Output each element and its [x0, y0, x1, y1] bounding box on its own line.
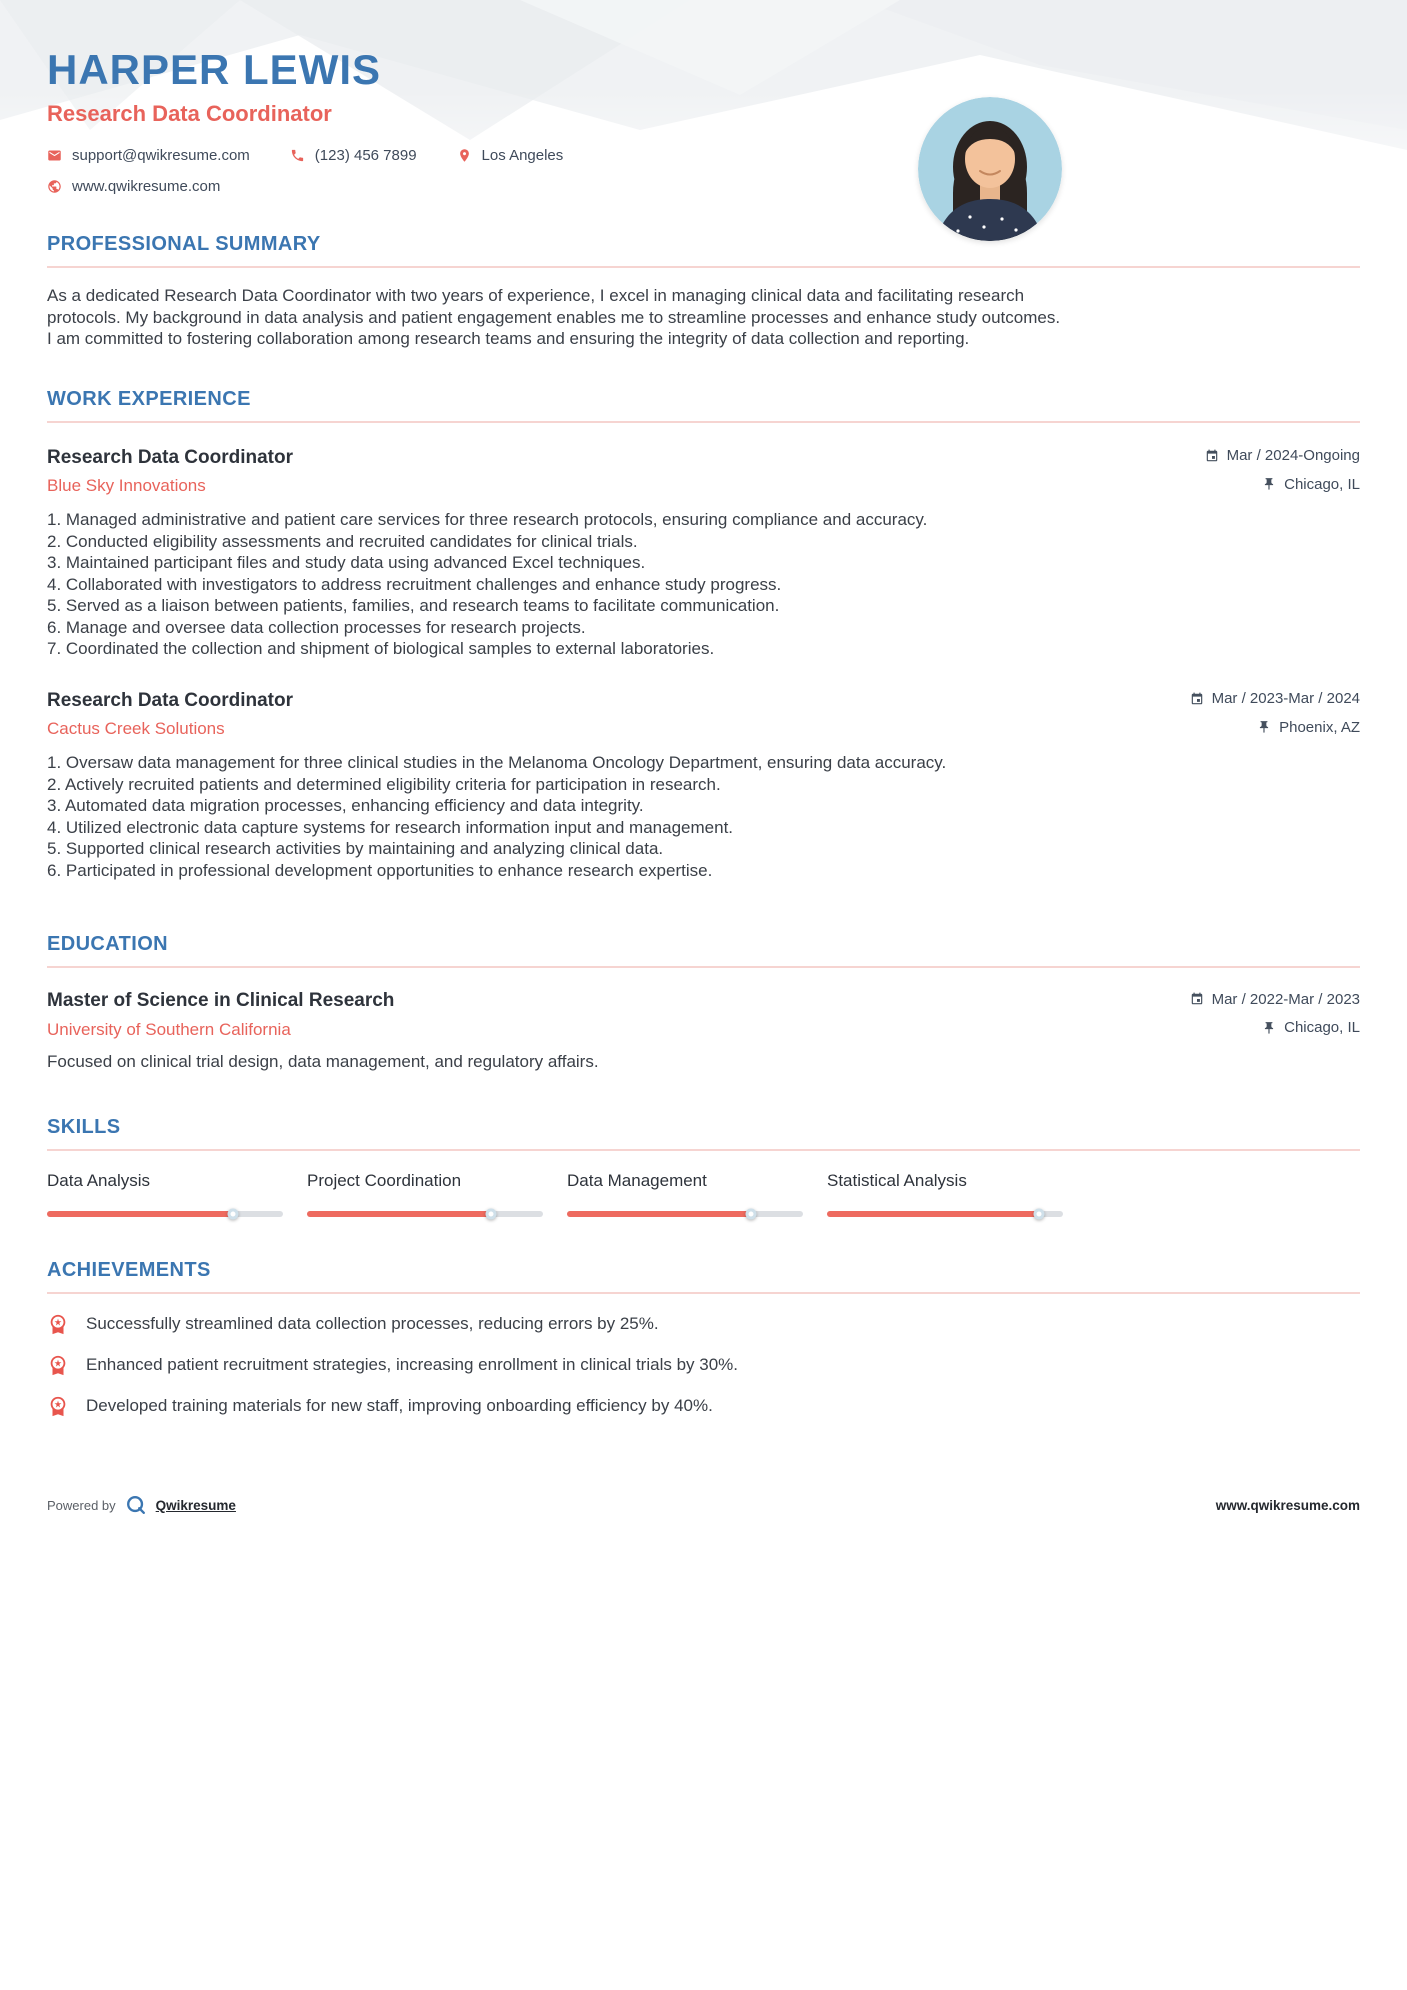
skill-slider[interactable]: [307, 1211, 543, 1217]
job-location-text: Chicago, IL: [1284, 475, 1360, 493]
contact-email[interactable]: [47, 147, 250, 164]
skill-slider-fill: [47, 1211, 233, 1217]
job-bullet: 3. Maintained participant files and study data using advanced Excel techniques.: [47, 553, 646, 572]
contact-location-text: Los Angeles: [481, 147, 564, 164]
job-company: Blue Sky Innovations: [47, 476, 206, 495]
achievement-text: Successfully streamlined data collection processes, reducing errors by 25%.: [86, 1313, 659, 1333]
job-title: Research Data Coordinator: [47, 446, 294, 468]
contact-row-primary: [47, 147, 1360, 164]
job-bullet: 4. Utilized electronic data capture systems for research information input and management.: [47, 817, 734, 837]
skill-slider-fill: [307, 1211, 491, 1217]
contact-phone: [290, 147, 417, 164]
skill-item-project-coordination: [307, 1171, 543, 1217]
skills-grid: [47, 1171, 1360, 1217]
job-bullet: 2. Conducted eligibility assessments and recruited candidates for clinical trials.: [47, 531, 638, 551]
contact-row-secondary: [47, 178, 1360, 195]
section-achievements: [47, 1259, 1360, 1417]
skill-label: Project Coordination: [307, 1170, 462, 1190]
job-entry-1: [47, 447, 1360, 660]
section-summary: [47, 233, 1360, 350]
award-icon: [47, 1313, 69, 1335]
education-heading: EDUCATION: [47, 933, 169, 955]
summary-heading: PROFESSIONAL SUMMARY: [47, 233, 321, 255]
pushpin-icon: [1262, 477, 1276, 491]
avatar-illustration: [918, 97, 1062, 241]
skill-slider[interactable]: [47, 1211, 283, 1217]
education-location-text: Chicago, IL: [1284, 1019, 1360, 1036]
section-work-experience: [47, 388, 1360, 882]
job-dates: [1190, 690, 1360, 707]
skill-slider[interactable]: [827, 1211, 1063, 1217]
skill-label: Data Management: [567, 1170, 707, 1190]
page-footer: [47, 1494, 1360, 1516]
skill-label: Data Analysis: [47, 1170, 150, 1190]
calendar-icon: [1190, 692, 1204, 706]
skill-slider-knob[interactable]: [486, 1208, 497, 1219]
globe-icon: [47, 179, 62, 194]
contact-website-text: www.qwikresume.com: [72, 178, 221, 195]
award-icon: [47, 1395, 69, 1417]
footer-website: www.qwikresume.com: [1215, 1497, 1360, 1513]
job-location: [1262, 476, 1360, 493]
job-bullet: 5. Served as a liaison between patients, families, and research teams to facilitate communication.: [47, 596, 780, 615]
job-bullet: 1. Managed administrative and patient care services for three research protocols, ensuring compliance and accuracy.: [47, 510, 928, 529]
email-icon: [47, 148, 62, 163]
qwikresume-logo-icon: [125, 1494, 147, 1516]
job-bullet: 6. Participated in professional development opportunities to enhance research expertise.: [47, 860, 713, 880]
work-heading: WORK EXPERIENCE: [47, 387, 251, 410]
calendar-icon: [1205, 449, 1219, 463]
achievements-heading: ACHIEVEMENTS: [47, 1258, 211, 1281]
contact-email-text: support@qwikresume.com: [72, 147, 250, 164]
job-location: [1257, 719, 1360, 736]
skill-slider-knob[interactable]: [228, 1208, 239, 1219]
job-bullet: 4. Collaborated with investigators to address recruitment challenges and enhance study progress.: [47, 574, 782, 594]
skill-item-data-analysis: [47, 1171, 283, 1217]
resume-header: [47, 46, 1360, 195]
job-dates: [1205, 447, 1360, 464]
education-location: [1262, 1019, 1360, 1036]
skill-slider-fill: [827, 1211, 1039, 1217]
contact-phone-text: (123) 456 7899: [314, 147, 417, 164]
section-skills: [47, 1116, 1360, 1217]
skill-slider-fill: [567, 1211, 751, 1217]
education-dates: [1190, 991, 1360, 1008]
job-location-text: Phoenix, AZ: [1279, 718, 1360, 736]
powered-by-label: Powered by: [47, 1497, 116, 1513]
achievement-item: [47, 1313, 1360, 1335]
job-entry-2: [47, 690, 1360, 882]
education-description: Focused on clinical trial design, data management, and regulatory affairs.: [47, 1051, 599, 1071]
education-entry: [47, 990, 1360, 1072]
contact-location: [457, 147, 564, 164]
pushpin-icon: [1262, 1021, 1276, 1035]
education-school: University of Southern California: [47, 1019, 291, 1039]
job-dates-text: Mar / 2024-Ongoing: [1226, 447, 1360, 464]
achievement-text: Developed training materials for new staff, improving onboarding efficiency by 40%.: [86, 1395, 713, 1415]
achievement-item: [47, 1354, 1360, 1376]
skill-label: Statistical Analysis: [827, 1170, 967, 1190]
summary-text: As a dedicated Research Data Coordinator with two years of experience, I excel in managing clinical data and facilitating research protocols. My background in data analysis and patient engagement enables me to streamline processes and enhance study outcomes. I am committed to fostering collaboration among research teams and ensuring the integrity of data collection and reporting.: [47, 286, 1061, 348]
job-dates-text: Mar / 2023-Mar / 2024: [1211, 690, 1360, 707]
award-icon: [47, 1354, 69, 1376]
phone-icon: [290, 148, 305, 163]
job-bullet: 7. Coordinated the collection and shipment of biological samples to external laboratories.: [47, 639, 715, 658]
pushpin-icon: [1257, 720, 1271, 734]
job-bullets: [47, 752, 1360, 881]
qwikresume-link[interactable]: Qwikresume: [155, 1497, 236, 1513]
job-bullets: [47, 509, 1360, 660]
education-degree: Master of Science in Clinical Research: [47, 990, 395, 1011]
job-bullet: 2. Actively recruited patients and determined eligibility criteria for participation in research.: [47, 774, 721, 794]
section-divider: [47, 1292, 1360, 1294]
skill-item-data-management: [567, 1171, 803, 1217]
skill-item-statistical-analysis: [827, 1171, 1063, 1217]
education-dates-text: Mar / 2022-Mar / 2023: [1211, 990, 1360, 1008]
candidate-name: HARPER LEWIS: [47, 46, 382, 93]
skill-slider-knob[interactable]: [746, 1208, 757, 1219]
calendar-icon: [1190, 992, 1204, 1006]
section-divider: [47, 421, 1360, 423]
skill-slider[interactable]: [567, 1211, 803, 1217]
section-divider: [47, 1149, 1360, 1151]
job-bullet: 6. Manage and oversee data collection processes for research projects.: [47, 617, 586, 637]
job-bullet: 3. Automated data migration processes, enhancing efficiency and data integrity.: [47, 796, 644, 815]
job-bullet: 1. Oversaw data management for three clinical studies in the Melanoma Oncology Department, ensuring data accuracy.: [47, 753, 947, 772]
section-divider: [47, 266, 1360, 268]
section-divider: [47, 966, 1360, 968]
skill-slider-knob[interactable]: [1034, 1208, 1045, 1219]
achievement-item: [47, 1395, 1360, 1417]
candidate-job-title: Research Data Coordinator: [47, 101, 332, 126]
achievement-text: Enhanced patient recruitment strategies, increasing enrollment in clinical trials by 30%.: [86, 1354, 738, 1374]
contact-website[interactable]: [47, 178, 220, 195]
job-company: Cactus Creek Solutions: [47, 719, 225, 738]
job-title: Research Data Coordinator: [47, 689, 294, 711]
section-education: [47, 933, 1360, 1072]
job-bullet: 5. Supported clinical research activities by maintaining and analyzing clinical data.: [47, 839, 664, 858]
avatar: [918, 97, 1062, 241]
skills-heading: SKILLS: [47, 1115, 121, 1138]
location-pin-icon: [457, 148, 472, 163]
